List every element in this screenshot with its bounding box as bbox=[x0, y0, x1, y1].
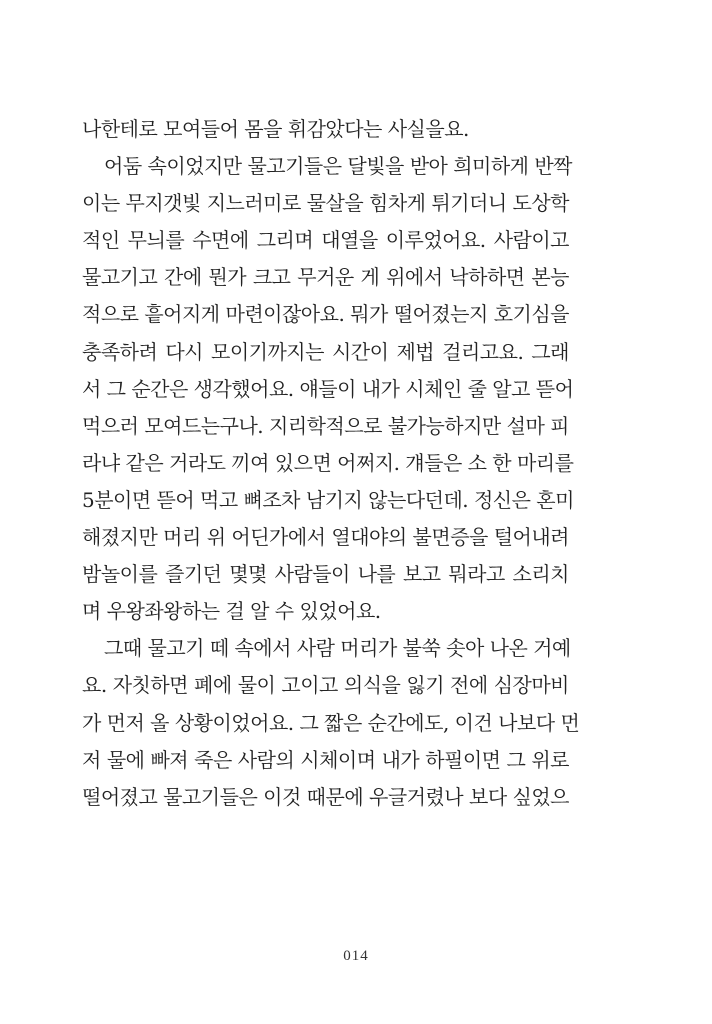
text-line: 먹으러 모여드는구나. 지리학적으로 불가능하지만 설마 피 bbox=[82, 413, 569, 438]
text-line: 그때 물고기 떼 속에서 사람 머리가 불쑥 솟아 나온 거예 bbox=[104, 636, 571, 661]
text-line: 적인 무늬를 수면에 그리며 대열을 이루었어요. 사람이고 bbox=[82, 228, 569, 253]
page-number: 014 bbox=[343, 948, 369, 964]
text-line: 나한테로 모여들어 몸을 휘감았다는 사실을요. bbox=[82, 117, 469, 141]
text-line: 요. 자칫하면 폐에 물이 고이고 의식을 잃기 전에 심장마비 bbox=[82, 673, 569, 698]
text-line: 라냐 같은 거라도 끼여 있으면 어쩌지. 걔들은 소 한 마리를 bbox=[82, 450, 574, 475]
text-line: 저 물에 빠져 죽은 사람의 시체이며 내가 하필이면 그 위로 bbox=[82, 747, 569, 772]
text-line: 적으로 흩어지게 마련이잖아요. 뭐가 떨어졌는지 호기심을 bbox=[82, 302, 569, 327]
text-line: 며 우왕좌왕하는 걸 알 수 있었어요. bbox=[82, 599, 381, 624]
text-line: 물고기고 간에 뭔가 크고 무거운 게 위에서 낙하하면 본능 bbox=[82, 265, 569, 290]
text-line: 해졌지만 머리 위 어딘가에서 열대야의 불면증을 털어내려 bbox=[82, 525, 569, 550]
text-line: 서 그 순간은 생각했어요. 얘들이 내가 시체인 줄 알고 뜯어 bbox=[82, 376, 574, 401]
text-line: 밤놀이를 즐기던 몇몇 사람들이 나를 보고 뭐라고 소리치 bbox=[82, 562, 569, 587]
text-line: 5분이면 뜯어 먹고 뼈조차 남기지 않는다던데. 정신은 혼미 bbox=[82, 487, 574, 512]
text-line: 충족하려 다시 모이기까지는 시간이 제법 걸리고요. 그래 bbox=[82, 339, 569, 364]
body-text bbox=[82, 111, 580, 816]
text-line: 이는 무지갯빛 지느러미로 물살을 힘차게 튀기더니 도상학 bbox=[82, 191, 569, 216]
text-line: 가 먼저 올 상황이었어요. 그 짧은 순간에도, 이건 나보다 먼 bbox=[82, 710, 580, 735]
text-line: 어둠 속이었지만 물고기들은 달빛을 받아 희미하게 반짝 bbox=[104, 154, 573, 179]
text-line: 떨어졌고 물고기들은 이것 때문에 우글거렸나 보다 싶었으 bbox=[82, 784, 569, 809]
